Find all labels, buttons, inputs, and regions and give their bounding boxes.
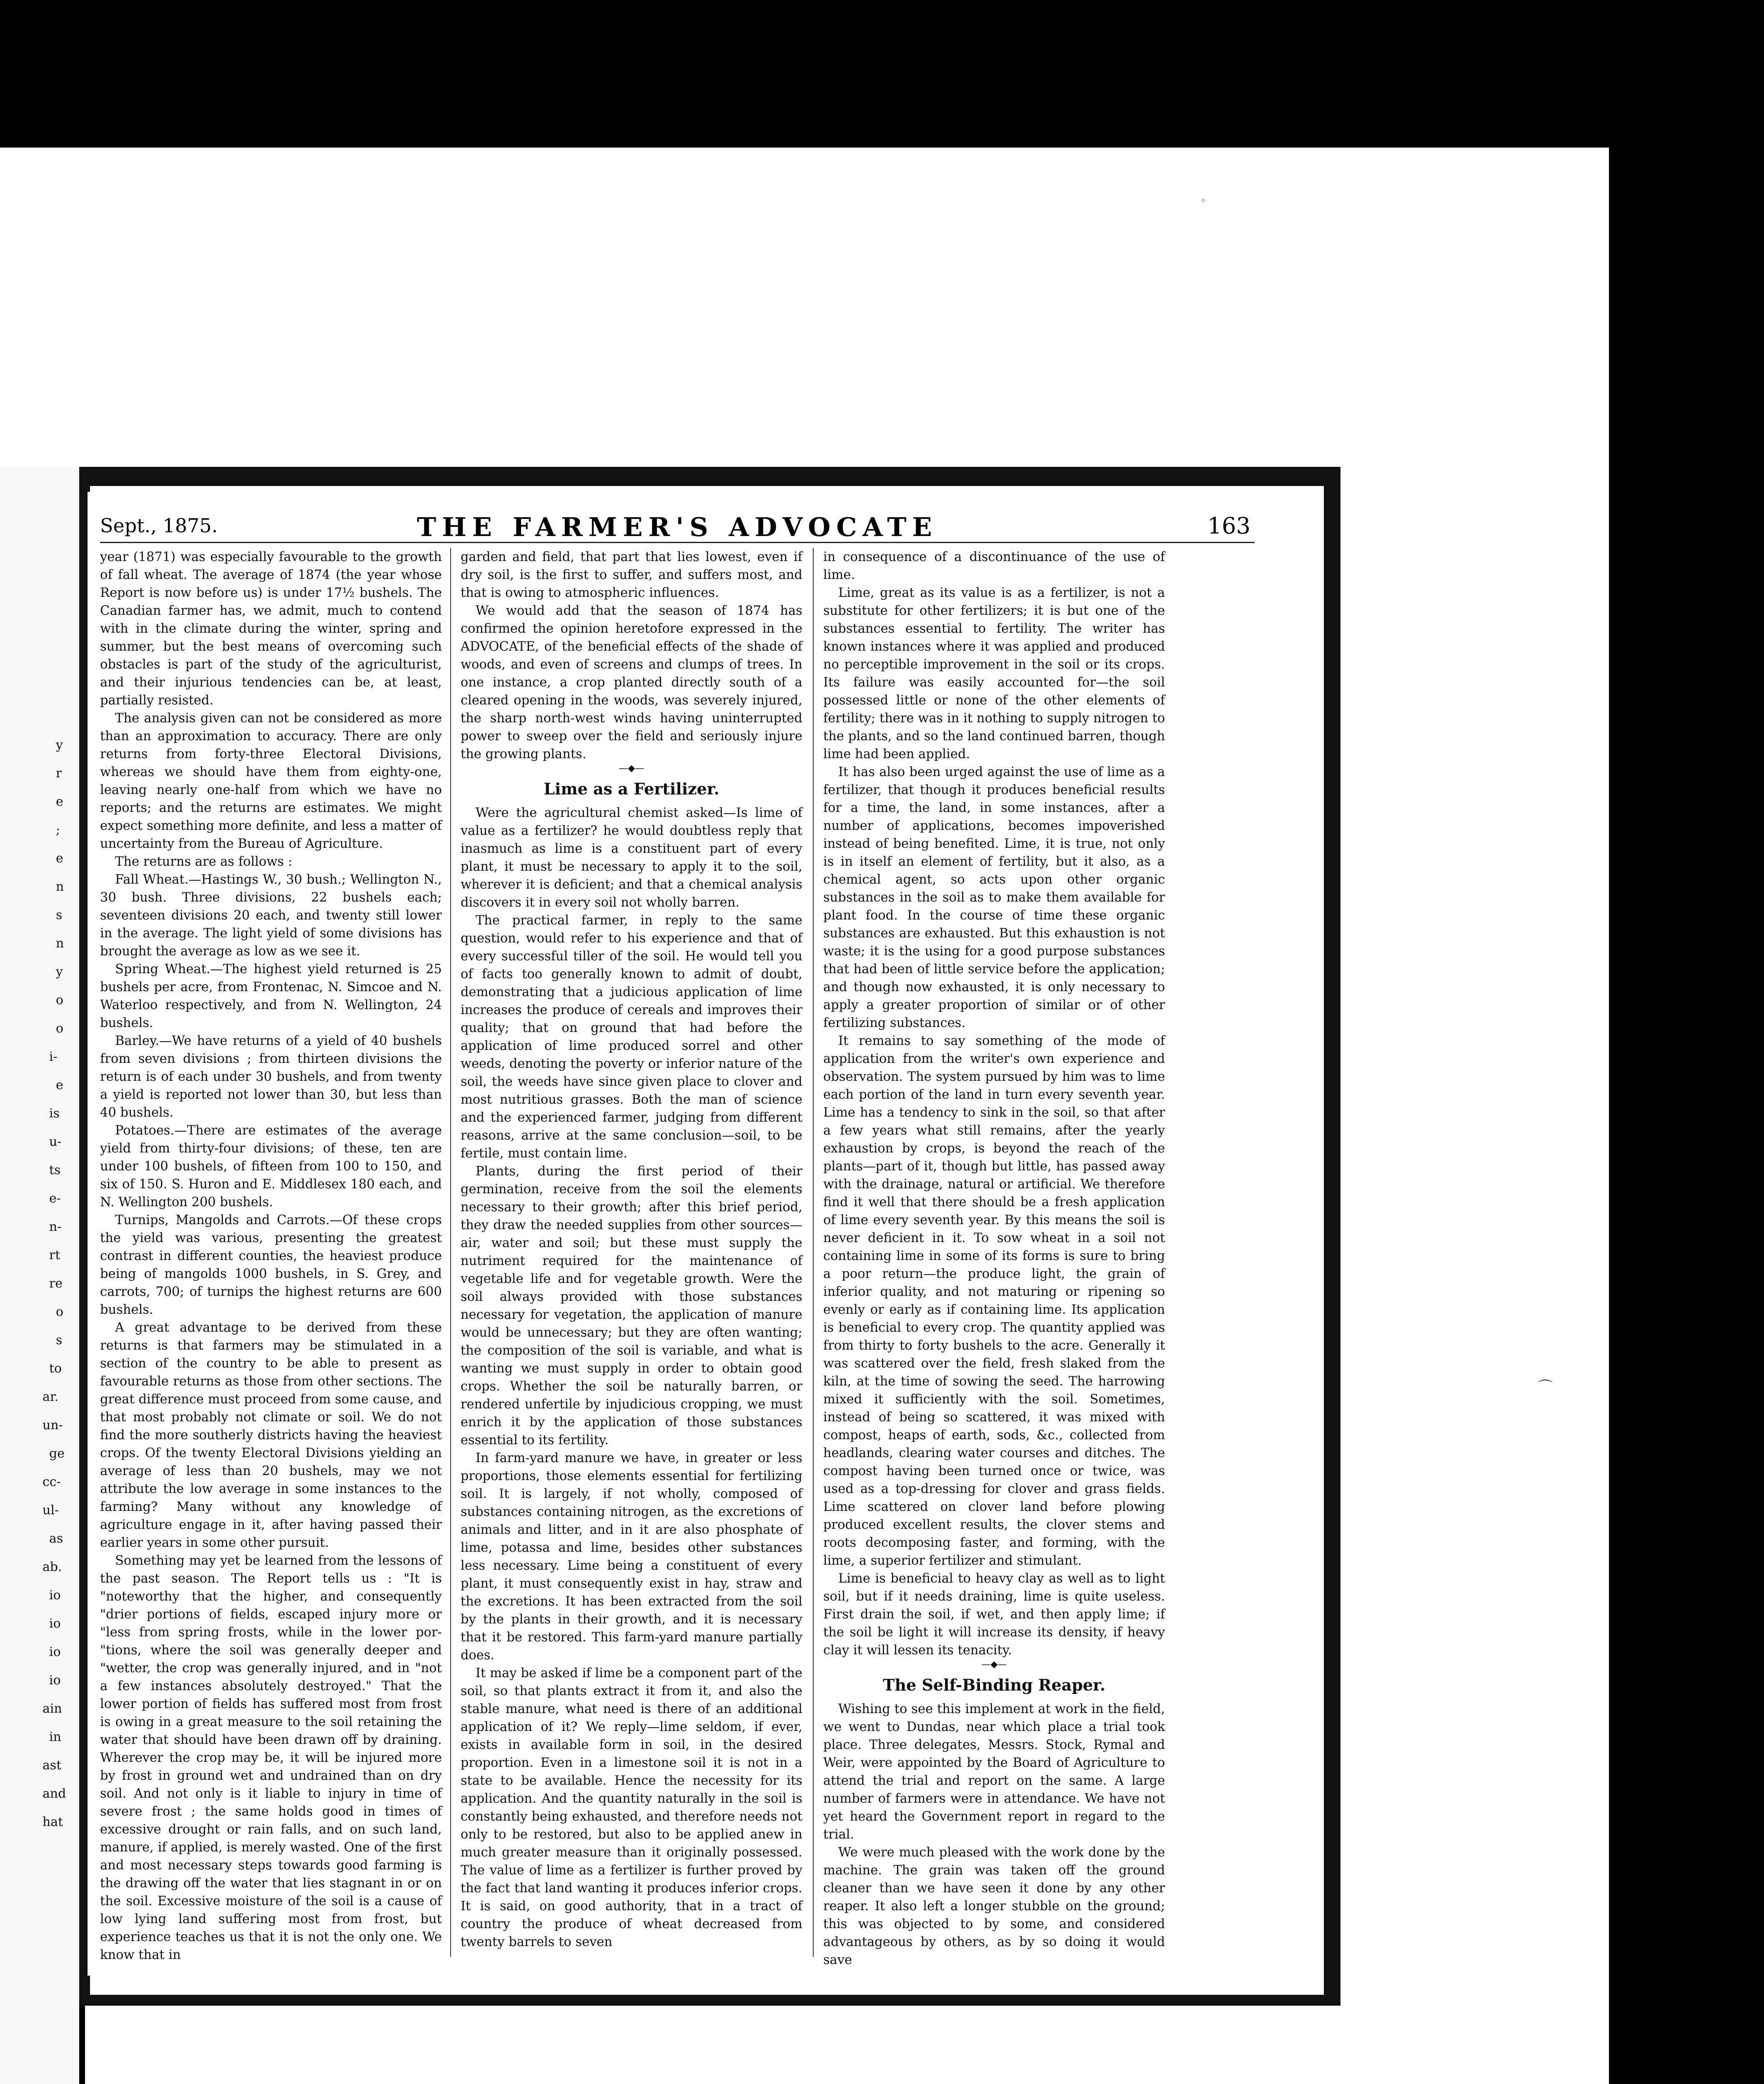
paragraph: Barley.—We have returns of a yield of 40 bushels from seven divisions ; from thirteen divisions the return is of each under 30 bushels, and from twenty a yield is reported not lower than 30, but less than 40 bushels. [100, 1034, 442, 1120]
margin-fragment: as [49, 1531, 63, 1546]
page-header [100, 508, 1255, 543]
paragraph: Turnips, Mangolds and Carrots.—Of these crops the yield was various, presenting the greatest contrast in different counties, the heaviest produce being of mangolds 1000 bushels, in S. Grey, and carrots, 700; of turnips the highest returns are 600 bushels. [100, 1213, 442, 1317]
margin-fragment: io [49, 1616, 61, 1631]
margin-fragment: s [56, 908, 63, 922]
margin-fragment: n [56, 936, 64, 951]
margin-fragment: y [56, 738, 63, 752]
newspaper-page [88, 492, 1267, 1976]
paragraph: Fall Wheat.—Hastings W., 30 bush.; Wellington N., 30 bush. Three divisions, 22 bushels each; seventeen divisions 20 each, and twenty still lower in the average. The light yield of some divisions has brought the average as low as we see it. [100, 872, 442, 959]
margin-fragment: ul- [43, 1503, 59, 1518]
margin-fragment: o [56, 993, 64, 1007]
margin-fragment: o [56, 1305, 64, 1319]
column-divider [450, 548, 451, 1957]
margin-fragment: rt [49, 1248, 60, 1262]
margin-fragment: io [49, 1645, 61, 1659]
paragraph: We were much pleased with the work done by the machine. The grain was taken off the ground cleaner than we have seen it done by any other reaper. It also left a longer stubble on the ground; this was objected to by some, and considered advantageous by others, as by so doing it would save [823, 1845, 1165, 1967]
column-2 [461, 548, 802, 1951]
margin-fragment: e [56, 794, 63, 809]
page-number: 163 [1207, 513, 1250, 539]
margin-fragment: o [56, 1021, 64, 1036]
section-ornament: —◆— [619, 763, 644, 774]
paragraph: Something may yet be learned from the lessons of the past season. The Report tells us : "It is "noteworthy that the higher, and consequently "drier portions of fields, escaped injury more or "less from spring frosts, while in the lower por- "tions, where the soil was generally deeper and "wetter, the crop was generally injured, and in "not a few instances absolutely destroyed." That the lower portion of fields has suffered most from frost is owing in a great measure to the soil retaining the water that should have been drawn off by draining. Wherever the crop may be, it will be injured more by frost in ground wet and undrained than on dry soil. And not only is it liable to injury in time of severe frost ; the same holds good in times of excessive drought or rain falls, and on such land, manure, if applied, is merely wasted. One of the first and most necessary steps towards good farming is the drawing off the water that lies stagnant in or on the soil. Excessive moisture of the soil is a cause of low lying land suffering most from frost, but experience teaches us that it is not the only one. We know that in [100, 1553, 442, 1962]
article-heading-lime: Lime as a Fertilizer. [544, 779, 719, 798]
scan-mark: ⌒ [1538, 1379, 1552, 1395]
margin-fragment: in [49, 1730, 61, 1744]
paragraph: Were the agricultural chemist asked—Is lime of value as a fertilizer? he would doubtless reply that inasmuch as lime is a constituent part of every plant, it must be necessary to apply it to the soil, wherever it is deficient; and that a chemical analysis discovers it in every soil not wholly barren. [461, 806, 802, 910]
margin-fragment: cc- [43, 1475, 61, 1489]
margin-fragment: to [49, 1361, 62, 1376]
column-divider [813, 548, 814, 1957]
paragraph: The analysis given can not be considered as more than an approximation to accuracy. There are only returns from forty-three Electoral Divisions, whereas we should have them from eighty-one, leaving nearly one-half from which we have no reports; and the returns are estimates. We might expect something more definite, and less a matter of uncertainty from the Bureau of Agriculture. [100, 711, 442, 851]
paragraph: The practical farmer, in reply to the same question, would refer to his experience and that of every successful tiller of the soil. He would tell you of facts too generally known to admit of doubt, demonstrating that a judicious application of lime increases the produce of cereals and improves their quality; that on ground that had before the application of lime produced sorrel and other weeds, denoting the poverty or inferior nature of the soil, the weeds have since given place to clover and most nutritious grasses. Both the man of science and the experienced farmer, judging from different reasons, arrive at the same conclusion—soil, to be fertile, must contain lime. [461, 913, 802, 1161]
margin-fragment: ast [43, 1758, 62, 1773]
paragraph: Potatoes.—There are estimates of the average yield from thirty-four divisions; of these, ten are under 100 bushels, of fifteen from 100 to 150, and six of 150. S. Huron and E. Middlesex 180 each, and N. Wellington 200 bushels. [100, 1123, 442, 1210]
margin-fragment: s [56, 1333, 63, 1348]
paragraph: Lime is beneficial to heavy clay as well as to light soil, but if it needs draining, lime is quite useless. First drain the soil, if wet, and then apply lime; if the soil be light it will increase its density, if heavy clay it will lessen its tenacity. [823, 1571, 1165, 1658]
adjacent-page-fragment [0, 467, 85, 2084]
paragraph: Spring Wheat.—The highest yield returned is 25 bushels per acre, from Frontenac, N. Simcoe and N. Waterloo respectively, and from N. Wellington, 24 bushels. [100, 962, 442, 1030]
margin-fragment: n [56, 879, 64, 894]
margin-fragment: re [49, 1276, 63, 1291]
issue-date: Sept., 1875. [100, 514, 218, 537]
paragraph: Wishing to see this implement at work in the field, we went to Dundas, near which place a trial took place. Three delegates, Messrs. Stock, Rymal and Weir, were appointed by the Board of Agriculture to attend the trial and report on the same. A large number of farmers were in attendance. We have not yet heard the Government report in regard to the trial. [823, 1702, 1165, 1842]
margin-fragment: io [49, 1673, 61, 1688]
column-1 [100, 548, 442, 1964]
masthead-title: THE FARMER'S ADVOCATE [417, 512, 938, 542]
paragraph: It may be asked if lime be a component part of the soil, so that plants extract it from it, and also the stable manure, what need is there of an additional application of it? We reply—lime seldom, if ever, exists in available form in soil, in the desired proportion. Even in a limestone soil it is not in a state to be available. Hence the necessity for its application. And the quantity naturally in the soil is constantly being exhausted, and therefore needs not only to be restored, but also to be applied anew in much greater measure than it originally possessed. The value of lime as a fertilizer is further proved by the fact that land wanting it produces inferior crops. It is said, on good authority, that in a tract of country the produce of wheat decreased from twenty barrels to seven [461, 1666, 802, 1949]
margin-fragment: hat [43, 1815, 63, 1829]
margin-fragment: y [56, 964, 63, 979]
paragraph: Plants, during the first period of their germination, receive from the soil the elements necessary to their growth; after this brief period, they draw the needed supplies from other sources—air, water and soil; but these must supply the nutriment required for the maintenance of vegetable life and for vegetable growth. Were the soil always provided with those substances necessary for vegetation, the application of manure would be unnecessary; but they are often wanting; the composition of the soil is variable, and what is wanting we must supply in order to obtain good crops. Whether the soil be naturally barren, or rendered unfertile by injudicious cropping, we must enrich it by the application of those substances essential to its fertility. [461, 1164, 802, 1448]
margin-fragment: io [49, 1588, 61, 1603]
margin-fragment: is [49, 1106, 60, 1121]
paragraph: A great advantage to be derived from these returns is that farmers may be stimulated in a section of the country to be able to present as favourable returns as those from other sections. The great difference must proceed from some cause, and that most probably not climate or soil. We do not find the more southerly districts having the heaviest crops. Of the twenty Electoral Divisions yielding an average of less than 20 bushels, may we not attribute the low average in some instances to the farming? Many without any knowledge of agriculture engage in it, after having passed their earlier years in some other pursuit. [100, 1320, 442, 1550]
column-3 [823, 548, 1165, 1969]
scan-right-edge [1609, 148, 1764, 2084]
margin-fragment: ar. [43, 1390, 59, 1404]
paragraph: We would add that the season of 1874 has confirmed the opinion heretofore expressed in the ADVOCATE, of the beneficial effects of the shade of woods, and even of screens and clumps of trees. In one instance, a crop planted directly south of a cleared opening in the woods, was severely injured, the sharp north-west winds having uninterrupted power to sweep over the field and seriously injure the growing plants. [461, 604, 802, 761]
article-heading-reaper: The Self-Binding Reaper. [883, 1676, 1105, 1694]
section-ornament: —◆— [981, 1659, 1007, 1670]
margin-fragment: n- [49, 1220, 62, 1234]
margin-fragment: e [56, 851, 63, 866]
margin-fragment: ge [49, 1446, 65, 1461]
margin-fragment: and [43, 1786, 66, 1801]
margin-fragment: ain [43, 1701, 62, 1716]
paragraph: in consequence of a discontinuance of the use of lime. [823, 550, 1165, 582]
paragraph: It remains to say something of the mode of application from the writer's own experience and observation. The system pursued by him was to lime each portion of the land in turn every seventh year. Lime has a tendency to sink in the soil, so that after a few years what still remains, after the yearly exhaustion by crops, is beyond the reach of the plants—part of it, though but little, has passed away with the drainage, natural or artificial. We therefore find it well that there should be a fresh application of lime every seventh year. By this means the soil is never deficient in it. To sow wheat in a soil not containing lime in some of its forms is sure to bring a poor return—the produce light, the grain of inferior quality, and not maturing or ripening so evenly or early as if containing lime. Its application is beneficial to every crop. The quantity applied was from thirty to forty bushels to the acre. Generally it was scattered over the field, fresh slaked from the kiln, at the time of sowing the seed. The harrowing mixed it sufficiently with the soil. Sometimes, instead of being so scattered, it was mixed with compost, heaps of earth, sods, &c., collected from headlands, clearing water courses and ditches. The compost having been turned once or twice, was used as a top-dressing for clover and grass fields. Lime scattered on clover land before plowing produced excellent results, the clover stems and roots decomposing faster, and forming, with the lime, a superior fertilizer and stimulant. [823, 1034, 1165, 1568]
margin-fragment: ts [49, 1163, 61, 1177]
paragraph: Lime, great as its value is as a fertilizer, is not a substitute for other fertilizers; it is but one of the substances essential to fertility. The writer has known instances where it was applied and produced no perceptible improvement in the soil or its crops. Its failure was easily accounted for—the soil possessed little or none of the other elements of fertility; there was in it nothing to supply nitrogen to the plants, and so the land continued barren, though lime had been applied. [823, 586, 1165, 761]
paragraph: garden and field, that part that lies lowest, even if dry soil, is the first to suffer, and suffers most, and that is owing to atmospheric influences. [461, 550, 802, 600]
paragraph: In farm-yard manure we have, in greater or less proportions, those elements essential for fertilizing soil. It is largely, if not wholly, composed of substances containing nitrogen, as the excretions of animals and litter, and in it are also phosphate of lime, potassa and lime, besides other substances less necessary. Lime being a constituent of every plant, it must consequently exist in hay, straw and the excretions. It has been extracted from the soil by the plants in their growth, and it is necessary that it be restored. This farm-yard manure partially does. [461, 1451, 802, 1663]
paragraph: year (1871) was especially favourable to the growth of fall wheat. The average of 1874 (the year whose Report is now before us) is under 17½ bushels. The Canadian farmer has, we admit, much to contend with in the climate during the winter, spring and summer, but the best means of overcoming such obstacles is part of the study of the agriculturist, and their injurious tendencies can be, at least, partially resisted. [100, 550, 442, 708]
paragraph: The returns are as follows : [115, 854, 293, 869]
scan-speck: ◦ [1200, 196, 1206, 206]
paragraph: It has also been urged against the use of lime as a fertilizer, that though it produces beneficial results for a time, the land, in some instances, after a number of applications, becomes impoverished instead of being benefited. Lime, it is true, not only is in itself an element of fertility, but it also, as a chemical agent, so acts upon other organic substances in the soil as to make them available for plant food. In the course of time these organic substances are exhausted. But this exhaustion is not waste; it is the using for a good purpose substances that had been of little service before the application; and though now exhausted, it is only necessary to apply a greater proportion of similar or of other fertilizing substances. [823, 765, 1165, 1030]
margin-fragment: i- [49, 1050, 58, 1064]
margin-fragment: e [56, 1078, 63, 1092]
margin-fragment: ab. [43, 1560, 62, 1574]
margin-fragment: r [56, 766, 62, 781]
margin-fragment: un- [43, 1418, 63, 1433]
margin-fragment: u- [49, 1135, 62, 1149]
margin-fragment: e- [49, 1191, 61, 1206]
margin-fragment: ; [56, 823, 60, 837]
